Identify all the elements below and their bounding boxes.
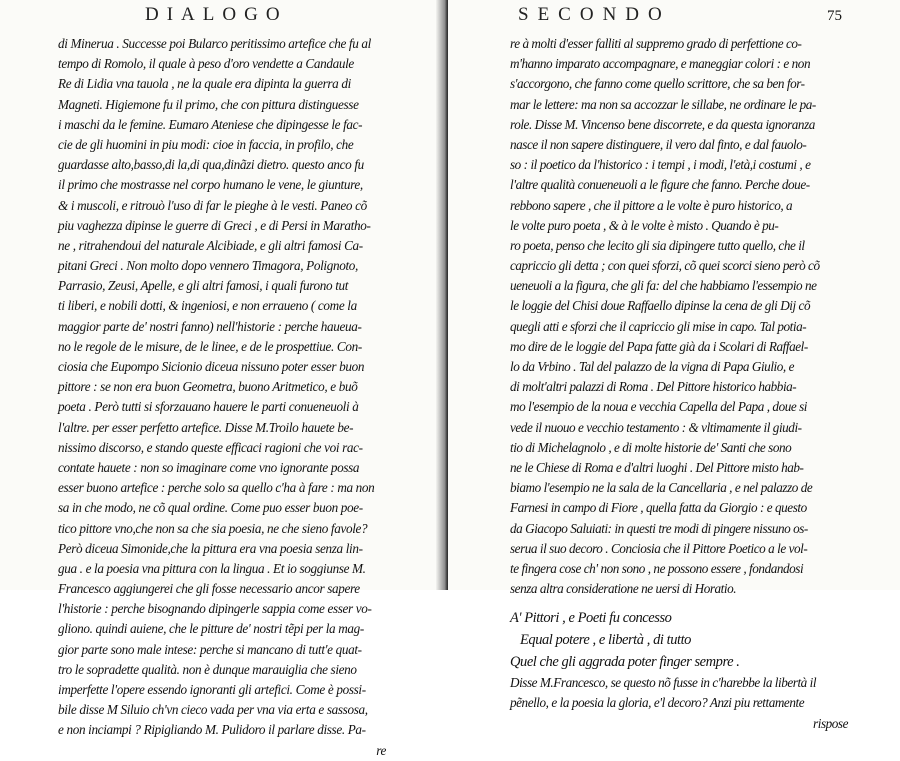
text-line: il primo che mostrasse nel corpo humano le vene, le giunture, — [58, 177, 363, 193]
text-line: mar le lettere: ma non sa accozzar le sillabe, ne ordinare le pa- — [510, 96, 816, 112]
text-line: mo dire de le loggie del Papa fatte già da i Scolari di Raffael- — [510, 338, 808, 354]
text-line: biamo l'esempio ne la sala de la Cancellaria , e nel palazzo de — [510, 480, 813, 496]
text-line: te fingera cose ch' non sono , ne possono essere , fondandosi — [510, 560, 804, 576]
text-line: le volte puro poeta , & à le volte è misto . Quando è pu- — [510, 217, 779, 233]
text-line: gliono. quindi auiene, che le pitture de' nostri tẽpi per la mag- — [58, 621, 364, 637]
text-line: serua il suo decoro . Conciosia che il Pittore Poetico a le vol- — [510, 540, 808, 556]
page-number: 75 — [827, 8, 842, 24]
verse-line: Quel che gli aggrada poter finger sempre . — [510, 654, 740, 671]
text-line: Disse M.Francesco, se questo nõ fusse in c'harebbe la libertà il — [510, 675, 817, 691]
text-line: contate hauete : non so imaginare come vno ignorante possa — [58, 459, 360, 475]
text-line: Però diceua Simonide,che la pittura era vna poesia senza lin- — [58, 540, 363, 556]
text-line: maggior parte de' nostri fanno) nell'historie : perche haueua- — [58, 318, 362, 334]
text-line: ti liberi, e nobili dotti, & ingeniosi, e non erraueno ( come la — [58, 298, 357, 314]
text-line: capriccio gli detta ; con quei sforzi, cõ quei scorci sieno però cõ — [510, 258, 820, 274]
text-line: ne , ritrahendoui del naturale Alcibiade, e gli altri famosi Ca- — [58, 237, 363, 253]
text-line: m'hanno imparato accompagnare, e maneggiar colori : e non — [510, 56, 811, 72]
text-line: ro poeta, penso che lecito gli sia dipingere tutto quello, che il — [510, 237, 805, 253]
text-line: quegli atti e sforzi che il capriccio gli mise in capo. Tal potia- — [510, 318, 807, 334]
text-line: pitani Greci . Non molto dopo vennero Timagora, Polignoto, — [58, 258, 358, 274]
text-line: tro le sopradette qualità. non è dunque marauiglia che sieno — [58, 661, 357, 677]
left-page — [0, 0, 445, 758]
text-line: gior parte sono male intese: perche si mancano di tutt'e quat- — [58, 641, 362, 657]
text-line: pittore : se non era buon Geometra, buono Aritmetico, e buõ — [58, 379, 358, 395]
text-line: l'altre. per esser perfetto artefice. Disse M.Troilo hauete be- — [58, 419, 354, 435]
text-line: & i muscoli, e ritrouò l'uso di far le pieghe à le vesti. Paneo cõ — [58, 197, 367, 213]
text-line: l'historie : perche bisognando dipingerle sappia come esser vo- — [58, 601, 372, 617]
text-line: pẽnello, e la poesia la gloria, e'l decoro? Anzi piu rettamente — [510, 695, 805, 711]
text-line: Farnesi in campo di Fiore , quella fatta da Giorgio : e questo — [510, 500, 807, 516]
verse-line: A' Pittori , e Poeti fu concesso — [510, 610, 672, 627]
verse-line: Equal potere , e libertà , di tutto — [520, 632, 691, 649]
text-line: Re di Lidia vna tauola , ne la quale era dipinta la guerra di — [58, 76, 351, 92]
catchword: re — [376, 742, 386, 758]
text-line: di molt'altri palazzi di Roma . Del Pittore historico habbia- — [510, 379, 797, 395]
text-line: Francesco aggiungerei che gli fosse necessario ancor sapere — [58, 581, 360, 597]
text-line: re à molti d'esser falliti al suppremo grado di perfettione co- — [510, 36, 802, 51]
text-line: le loggie del Chisi doue Raffaello dipinse la cena de gli Dij cõ — [510, 298, 811, 314]
spacer — [510, 599, 850, 607]
text-line: tempo di Romolo, il quale à peso d'oro vendette a Candaule — [58, 56, 354, 72]
text-line: e non inciampi ? Ripigliando M. Pulidoro il parlare disse. Pa- — [58, 722, 366, 738]
right-page — [448, 0, 900, 731]
right-text-block — [510, 34, 850, 734]
text-line: ueneuoli a la figura, che gli fa: del che habbiamo l'essempio ne — [510, 278, 817, 294]
text-line: i maschi da le femine. Eumaro Ateniese che dipingesse le fac- — [58, 116, 363, 132]
text-line: no le regole de le misure, de le linee, e de le prospettiue. Con- — [58, 338, 362, 354]
text-line: di Minerua . Successe poi Bularco peritissimo artefice che fu al — [58, 36, 371, 51]
catchword: rispose — [813, 715, 848, 731]
text-line: gua . e la poesia vna pittura con la lingua . Et io soggiunse M. — [58, 560, 366, 576]
running-head-text: SECONDO — [518, 4, 671, 25]
text-line: lo da Vrbino . Tal del palazzo de la vigna di Papa Giulio, e — [510, 359, 794, 374]
text-line: Magneti. Higiemone fu il primo, che con pittura distinguesse — [58, 96, 359, 112]
text-line: guardasse alto,basso,di la,di qua,dinãzi dietro. questo anco fu — [58, 157, 364, 173]
text-line: nissimo discorso, e stando queste efficaci ragioni che voi rac- — [58, 439, 363, 455]
text-line: esser buono artefice : perche solo sa quello c'ha à fare : ma non — [58, 480, 375, 496]
text-line: bile disse M Siluio ch'vn cieco vada per vna via erta e sassosa, — [58, 702, 368, 718]
text-line: s'accorgono, che fanno come quello scrittore, che sa ben for- — [510, 76, 805, 92]
text-line: tico pittore vno,che non sa che sia poesia, ne che sieno favole? — [58, 520, 368, 536]
text-line: mo l'esempio de la noua e vecchia Capella del Papa , doue si — [510, 399, 808, 415]
text-line: so : il poetico da l'historico : i tempi , i modi, l'età,i costumi , e — [510, 157, 811, 173]
text-line: nasce il non sapere distinguere, il vero dal finto, e dal fauolo- — [510, 136, 807, 152]
text-line: vede il nuouo e vecchio testamento : & vltimamente il giudi- — [510, 419, 802, 435]
text-line: da Giacopo Saluiati: in questi tre modi di pingere nissuno os- — [510, 520, 808, 536]
text-line: rebbono sapere , che il pittore a le volte è puro historico, a — [510, 197, 793, 213]
text-line: cie de gli huomini in piu modi: cioe in faccia, in profilo, che — [58, 136, 354, 152]
text-line: role. Disse M. Vincenso bene discorrete, e da questa ignoranza — [510, 116, 815, 132]
text-line: imperfette l'opere essendo ignoranti gli artefici. Come è possi- — [58, 682, 366, 697]
running-head-left: DIALOGO — [145, 4, 288, 25]
text-line: ne le Chiese di Roma e d'altri luoghi . Del Pittore misto hab- — [510, 459, 804, 475]
text-line: senza altra consideratione ne uersi di Horatio. — [510, 581, 737, 597]
text-line: tio di Michelagnolo , e di molte historie de' Santi che sono — [510, 439, 792, 455]
running-head-right — [518, 4, 671, 26]
text-line: piu vaghezza dipinse le guerre di Greci , e di Persi in Maratho- — [58, 217, 371, 233]
text-line: poeta . Però tutti si sforzauano hauere le parti conueneuoli à — [58, 399, 359, 415]
text-line: Parrasio, Zeusi, Apelle, e gli altri famosi, i quali furono tut — [58, 278, 349, 294]
text-line: ciosia che Eupompo Sicionio diceua nissuno poter esser buon — [58, 359, 365, 374]
text-line: sa in che modo, ne cõ qual ordine. Come puo esser buon poe- — [58, 500, 363, 516]
text-line: l'altre qualità conueneuoli a le figure che fanno. Perche doue- — [510, 177, 810, 193]
left-text-block — [58, 34, 386, 761]
